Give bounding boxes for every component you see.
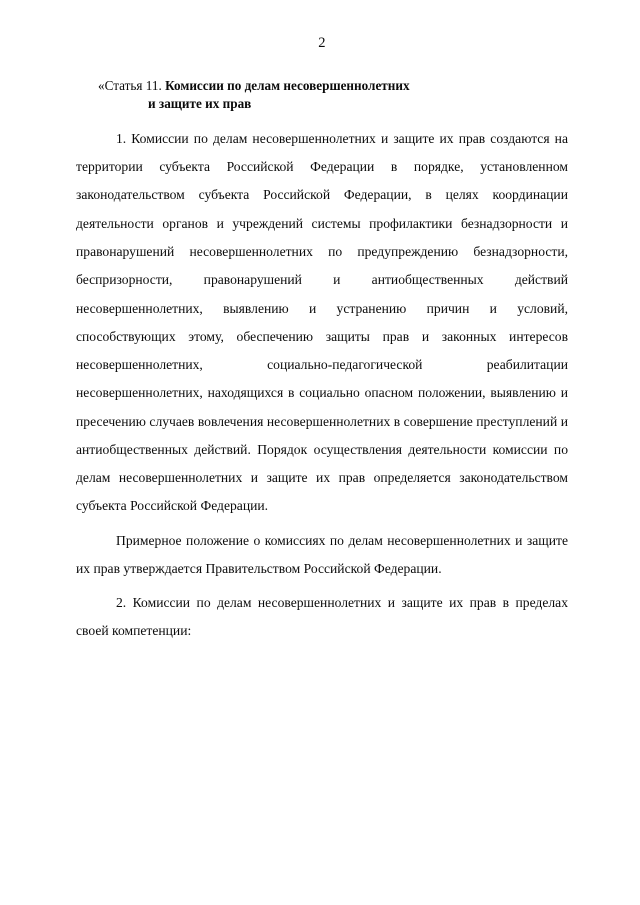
article-heading-line-2 xyxy=(98,95,568,113)
paragraph-1: 1. Комиссии по делам несовершеннолетних и защите их прав создаются на территории субъекта Российской Федерации в порядке, установленном законодательством субъекта Российской Федерации, в целях координации деятельности органов и учреждений системы профилактики безнадзорности и правонарушений несовершеннолетних по предупреждению безнадзорности, беспризорности, правонарушений и антиобщественных действий несовершеннолетних, выявлению и устранению причин и условий, способствующих этому, обеспечению защиты прав и законных интересов несовершеннолетних, социально-педагогической реабилитации несовершеннолетних, находящихся в социально опасном положении, выявлению и пресечению случаев вовлечения несовершеннолетних в совершение преступлений и антиобщественных действий. Порядок осуществления деятельности комиссии по делам несовершеннолетних и защите их прав определяется законодательством субъекта Российской Федерации. xyxy=(76,130,568,514)
article-title-line-2: и защите их прав xyxy=(148,95,252,111)
paragraph-3: 2. Комиссии по делам несовершеннолетних и защите их прав в пределах своей компетенции: xyxy=(76,595,568,639)
article-heading xyxy=(76,77,568,113)
page-number: 2 xyxy=(318,35,326,51)
paragraph-2: Примерное положение о комиссиях по делам несовершеннолетних и защите их прав утверждается Правительством Российской Федерации. xyxy=(76,532,568,576)
article-title-line-1: Комиссии по делам несовершеннолетних xyxy=(165,77,410,93)
article-heading-line-1 xyxy=(98,77,568,95)
article-label: «Статья 11. xyxy=(98,77,162,93)
